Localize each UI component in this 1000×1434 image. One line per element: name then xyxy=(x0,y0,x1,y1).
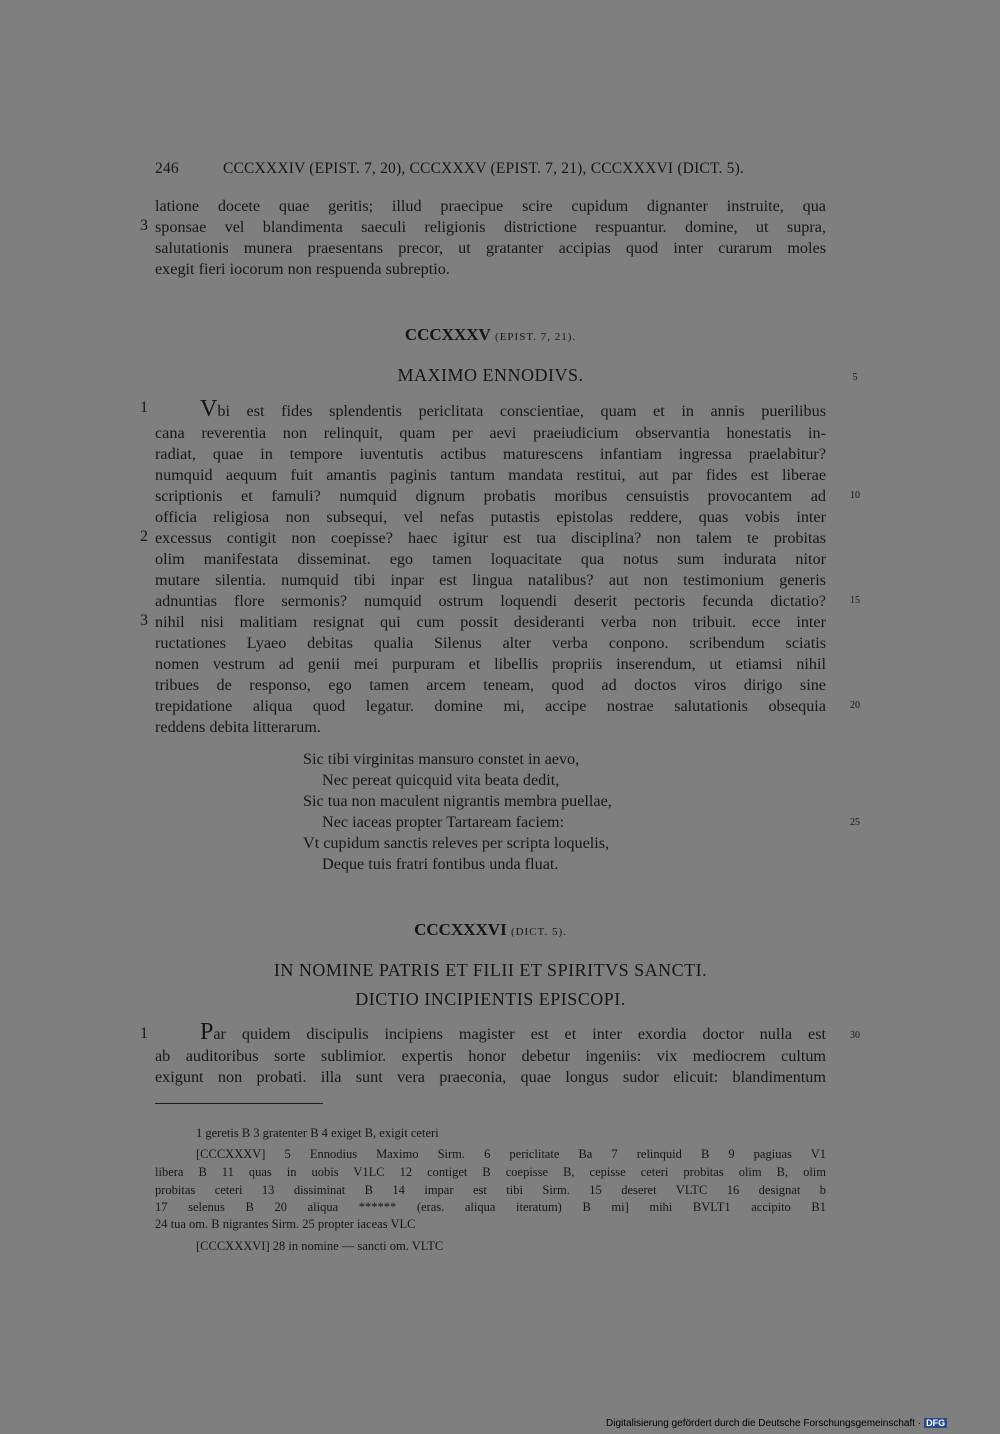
page-number: 246 xyxy=(155,160,179,177)
verse-line: Deque tuis fratri fontibus unda fluat. xyxy=(322,855,559,873)
text-line: ructationes Lyaeo debitas qualia Silenus alter verba conpono. scribendum sciatis xyxy=(155,634,826,652)
section-title: MAXIMO ENNODIVS. xyxy=(397,365,584,385)
text-line: numquid aequum fuit amantis paginis tantum mandata restitui, aut par fides est liberae xyxy=(155,466,826,484)
footnote-line: libera B 11 quas in uobis V1LC 12 contiget B coepisse B, cepisse ceteri probitas olim B, olim xyxy=(155,1165,826,1179)
text-line: exegit fieri iocorum non respuenda subreptio. xyxy=(155,260,450,278)
footnote-line: probitas ceteri 13 dissiminat B 14 impar est tibi Sirm. 15 deseret VLTC 16 designat b xyxy=(155,1183,826,1197)
text-line: reddens debita litterarum. xyxy=(155,718,321,736)
text-line-rest: bi est fides splendentis periclitata conscientiae, quam et in annis puerilibus xyxy=(217,402,826,420)
section-heading xyxy=(155,920,826,940)
footnote-line: 24 tua om. B nigrantes Sirm. 25 propter iaceas VLC xyxy=(155,1217,416,1231)
text-line: excessus contigit non coepisse? haec igitur est tua disciplina? non talem te probitas xyxy=(155,529,826,547)
text-line: radiat, quae in tempore iuventutis actibus maturescens infantiam ingressa praelabitur? xyxy=(155,445,826,463)
footnote-line: 17 selenus B 20 aliqua ****** (eras. aliqua iteratum) B mi] mihi BVLT1 accipito B1 xyxy=(155,1200,826,1214)
text-line-rest: ar quidem discipulis incipiens magister est et inter exordia doctor nulla est xyxy=(213,1025,826,1043)
footnote-rule xyxy=(155,1103,323,1104)
initial-letter: P xyxy=(200,1019,214,1045)
initial-letter: V xyxy=(200,396,218,422)
text-line: nihil nisi malitiam resignat qui cum possit desideranti verba non tribuit. ecce inter xyxy=(155,613,826,631)
section-heading xyxy=(155,325,826,345)
text-line xyxy=(200,396,826,422)
paragraph-number: 1 xyxy=(140,399,148,416)
running-head-text: CCCXXXIV (EPIST. 7, 20), CCCXXXV (EPIST. 7, 21), CCCXXXVI (DICT. 5). xyxy=(222,160,745,177)
text-line: latione docete quae geritis; illud praecipue scire cupidum dignanter instruite, qua xyxy=(155,197,826,215)
text-line: scriptionis et famuli? numquid dignum probatis moribus censuistis provocantem ad xyxy=(155,487,826,505)
digitization-credit xyxy=(606,1418,947,1429)
line-number: 5 xyxy=(852,372,858,383)
section-source: (EPIST. 7, 21). xyxy=(495,331,577,343)
text-line: officia religiosa non subsequi, vel nefas putastis epistolas reddere, quas vobis inter xyxy=(155,508,826,526)
section-number: CCCXXXV xyxy=(404,325,491,344)
footnote-line: [CCCXXXVI] 28 in nomine — sancti om. VLTC xyxy=(196,1239,444,1253)
paragraph-number: 3 xyxy=(140,612,148,629)
text-line: sponsae vel blandimenta saeculi religionis districtione respuantur. domine, ut supra, xyxy=(155,218,826,236)
line-number: 30 xyxy=(850,1030,860,1041)
section-source: (DICT. 5). xyxy=(510,926,567,938)
text-line: salutationis munera praesentans precor, ut gratanter accipias quod inter curarum moles xyxy=(155,239,826,257)
line-number: 15 xyxy=(850,595,860,606)
text-line: cana reverentia non relinquit, quam per aevi praeiudicium observantia honestatis in- xyxy=(155,424,826,442)
verse-line: Nec pereat quicquid vita beata dedit, xyxy=(322,771,560,789)
text-line xyxy=(200,1019,826,1045)
section-subtitle: DICTIO INCIPIENTIS EPISCOPI. xyxy=(355,989,626,1009)
text-line: mutare silentia. numquid tibi inpar est lingua natalibus? aut non testimonium generis xyxy=(155,571,826,589)
verse-line: Vt cupidum sanctis releves per scripta loquelis, xyxy=(303,834,610,852)
verse-line: Sic tua non maculent nigrantis membra puellae, xyxy=(303,792,612,810)
line-number: 25 xyxy=(850,817,860,828)
dfg-logo: DFG xyxy=(926,1418,946,1428)
text-line: tribues de responso, ego tamen arcem teneam, quod ad doctos viros dirigo sine xyxy=(155,676,826,694)
section-number: CCCXXXVI xyxy=(414,920,507,939)
verse-line: Nec iaceas propter Tartaream faciem: xyxy=(322,813,565,831)
footnote-line: [CCCXXXV] 5 Ennodius Maximo Sirm. 6 periclitate Ba 7 relinquid B 9 pagiuas V1 xyxy=(196,1147,826,1161)
text-line: exigunt non probati. illa sunt vera praeconia, quae longus sudor elicuit: blandimentum xyxy=(155,1068,826,1086)
verse-line: Sic tibi virginitas mansuro constet in aevo, xyxy=(303,750,580,768)
paragraph-number: 3 xyxy=(140,217,148,234)
line-number: 10 xyxy=(850,490,860,501)
text-line: olim manifestata disseminat. ego tamen loquacitate qua notus sum indurata nitor xyxy=(155,550,826,568)
paragraph-number: 2 xyxy=(140,528,148,545)
line-number: 20 xyxy=(850,700,860,711)
section-title: IN NOMINE PATRIS ET FILII ET SPIRITVS SANCTI. xyxy=(273,960,708,980)
text-line: ab auditoribus sorte sublimior. expertis honor debetur ingeniis: vix mediocrem cultum xyxy=(155,1047,826,1065)
paragraph-number: 1 xyxy=(140,1025,148,1042)
text-line: trepidatione aliqua quod legatur. domine mi, accipe nostrae salutationis obsequia xyxy=(155,697,826,715)
text-line: nomen vestrum ad genii mei purpuram et libellis propriis inserendum, ut etiamsi nihil xyxy=(155,655,826,673)
credit-text: Digitalisierung gefördert durch die Deutsche Forschungsgemeinschaft · xyxy=(606,1418,922,1429)
footnote-line: 1 geretis B 3 gratenter B 4 exiget B, exigit ceteri xyxy=(196,1126,439,1140)
running-head xyxy=(155,160,744,178)
text-line: adnuntias flore sermonis? numquid ostrum loquendi deserit pectoris fecunda dictatio? xyxy=(155,592,826,610)
